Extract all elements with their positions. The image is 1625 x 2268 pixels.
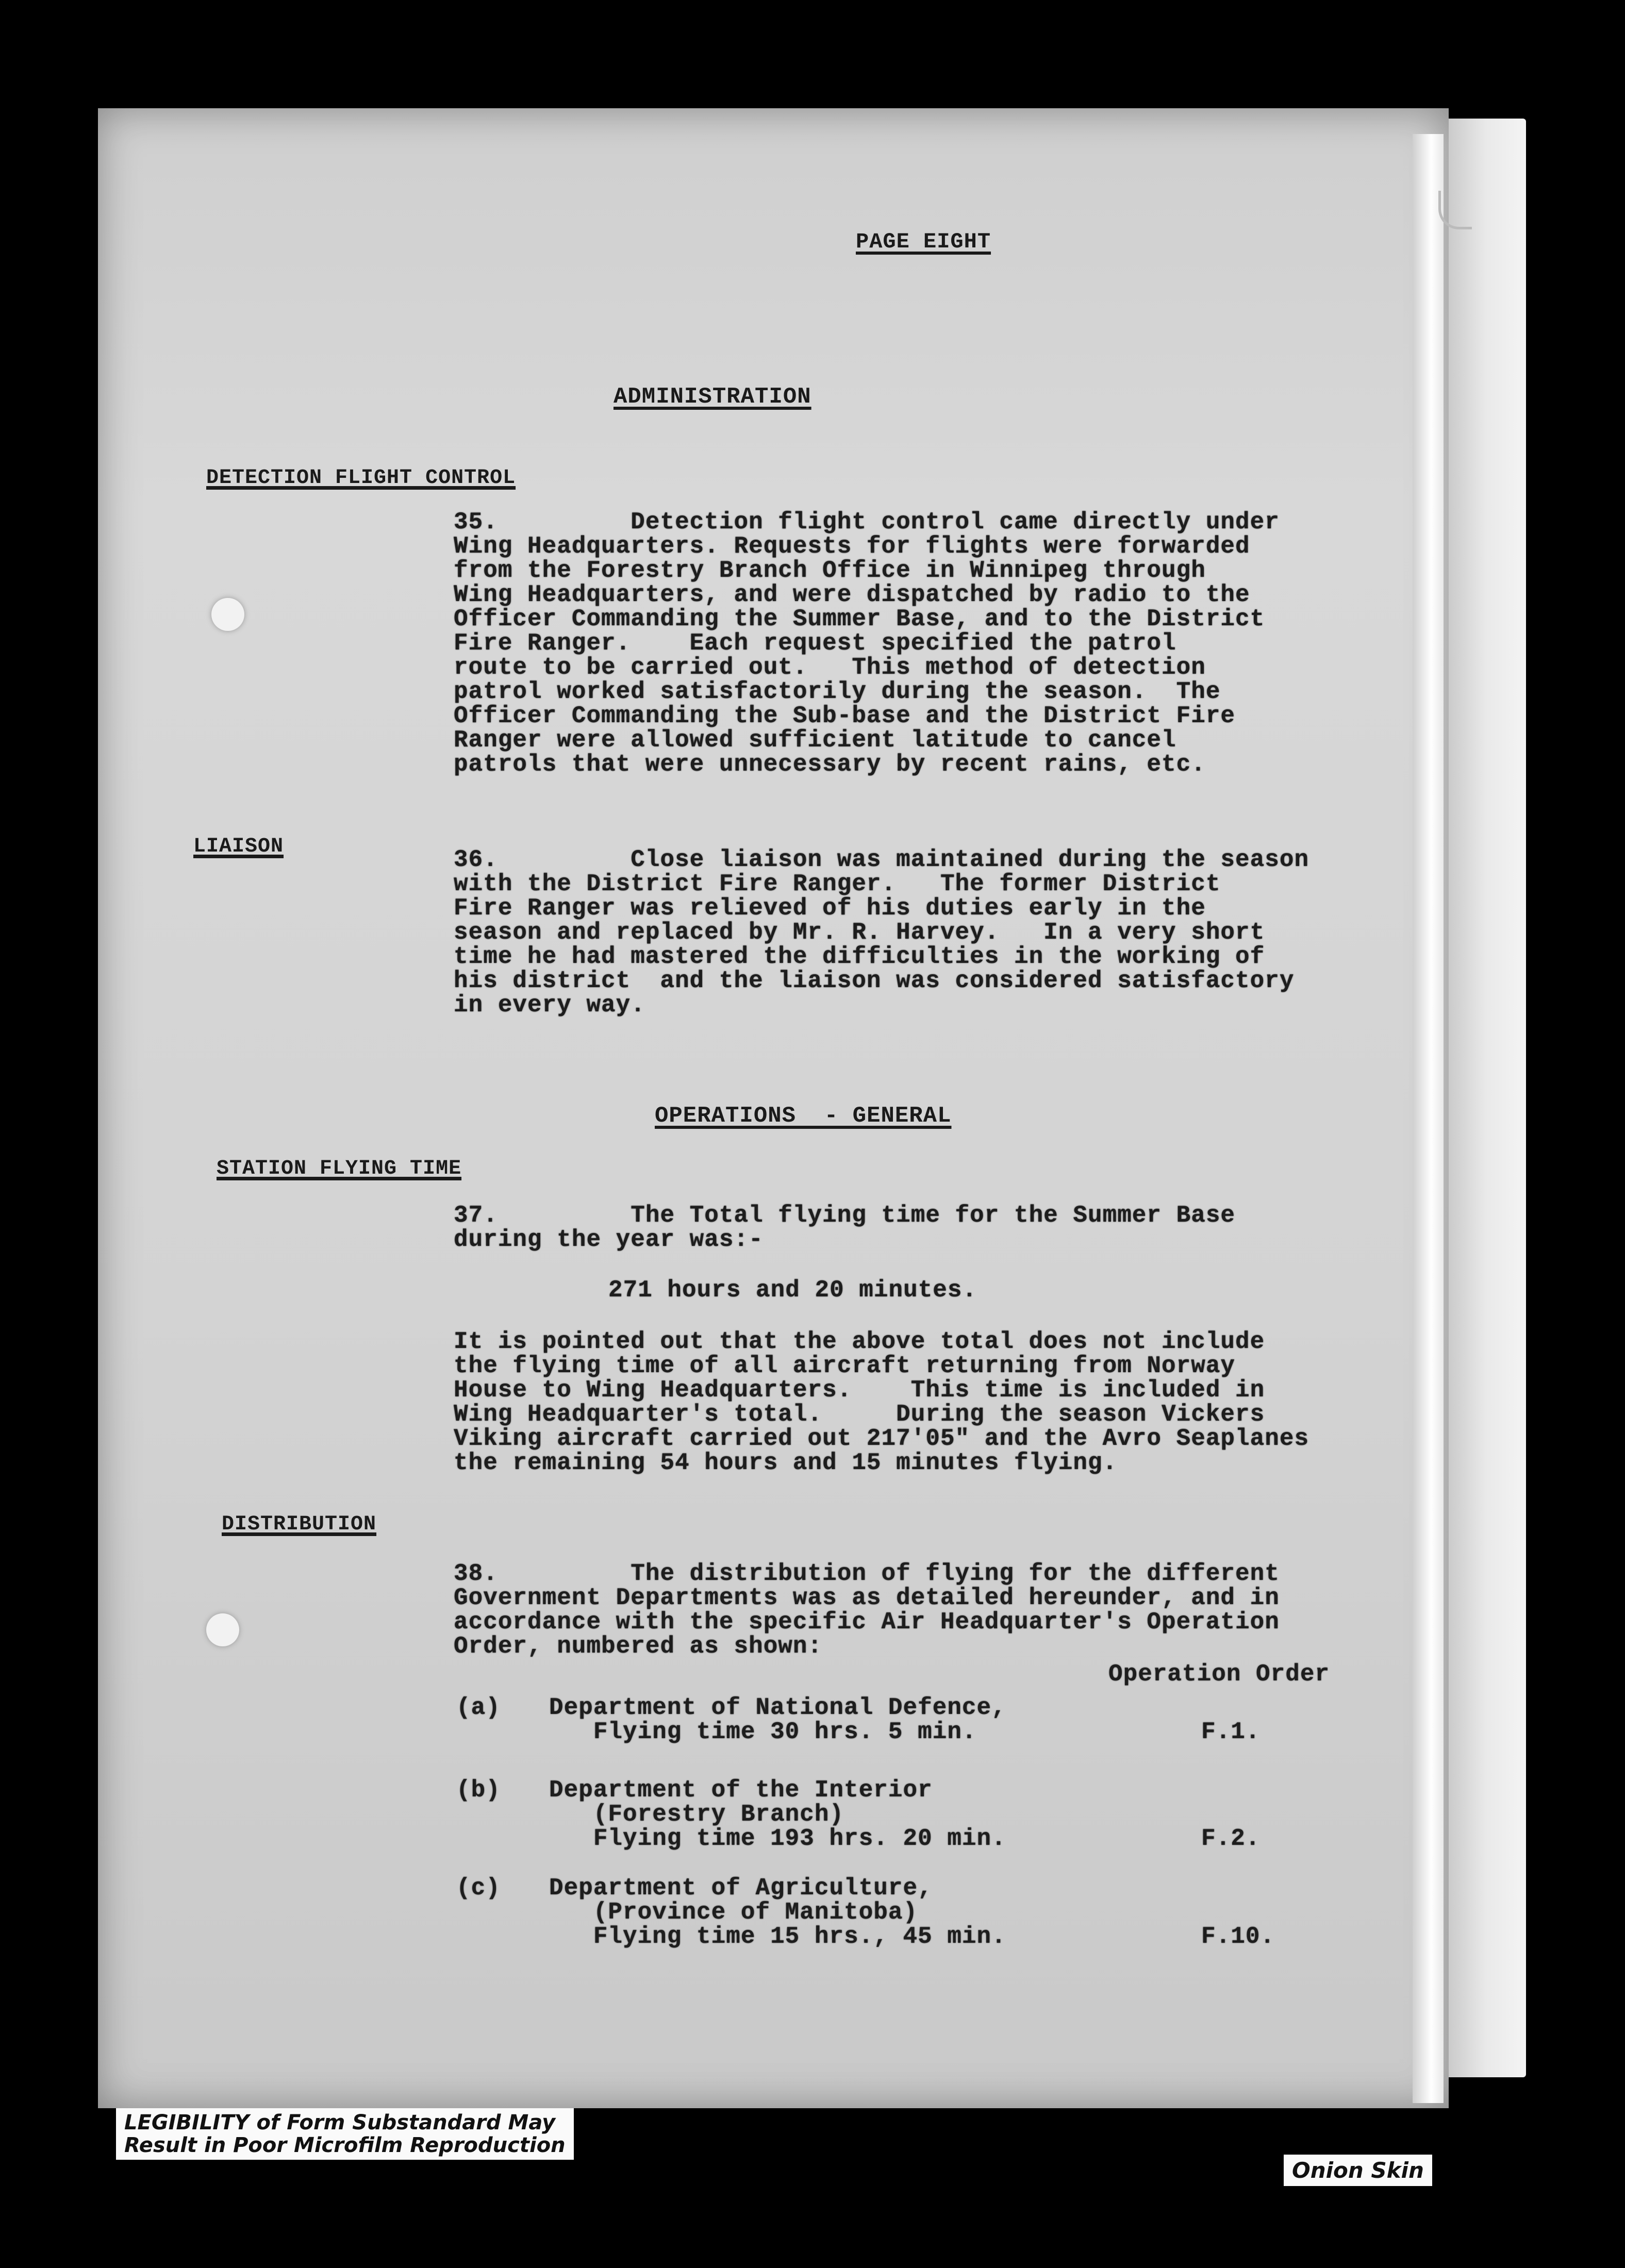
text-line: the flying time of all aircraft returning from Norway [454,1353,1236,1379]
text-line: Officer Commanding the Sub-base and the District Fire [454,703,1236,729]
text-line: Wing Headquarter's total. During the season Vickers [454,1401,1265,1428]
side-heading-detection: DETECTION FLIGHT CONTROL [206,466,516,490]
operation-order-code: F.1. [1201,1719,1261,1745]
text-line: time he had mastered the difficulties in the working of [454,943,1265,970]
item-line: (Forestry Branch) [549,1801,844,1828]
item-description [549,1876,1006,1949]
text-line: route to be carried out. This method of detection [454,654,1206,681]
paragraph-37-note [454,1330,1309,1475]
text-line: 36. Close liaison was maintained during the season [454,846,1309,873]
text-line: the remaining 54 hours and 15 minutes flying. [454,1449,1118,1476]
text-line: 35. Detection flight control came directly under [454,509,1280,536]
item-description [549,1696,1006,1744]
paragraph-37 [454,1204,1235,1252]
text-line: season and replaced by Mr. R. Harvey. In a very short [454,919,1265,946]
note-line-2: Result in Poor Microfilm Reproduction [124,2133,566,2157]
item-line: Department of Agriculture, [549,1875,933,1902]
text-line: Ranger were allowed sufficient latitude to cancel [454,727,1176,754]
text-line: House to Wing Headquarters. This time is included in [454,1377,1265,1404]
note-line-1: LEGIBILITY of Form Substandard May [124,2111,556,2134]
text-line: Order, numbered as shown: [454,1633,823,1660]
page-edge [1413,134,1444,2103]
side-heading-liaison: LIAISON [193,835,284,858]
item-line: Flying time 193 hrs. 20 min. [549,1825,1006,1852]
text-line: Fire Ranger. Each request specified the patrol [454,630,1176,657]
text-line: 38. The distribution of flying for the different [454,1560,1280,1587]
microfilm-legibility-note [116,2108,574,2160]
side-heading-station-flying-time: STATION FLYING TIME [217,1157,462,1180]
text-line: It is pointed out that the above total does not include [454,1328,1265,1355]
text-line: Wing Headquarters, and were dispatched by radio to the [454,581,1250,608]
item-line: Department of the Interior [549,1777,933,1804]
text-line: during the year was:- [454,1226,764,1253]
item-line: (Province of Manitoba) [549,1899,918,1926]
text-line: Officer Commanding the Summer Base, and to the District [454,606,1265,632]
operation-order-code: F.10. [1201,1923,1275,1950]
item-letter: (c) [456,1875,501,1902]
text-line: Viking aircraft carried out 217'05" and the Avro Seaplanes [454,1425,1309,1452]
text-line: patrols that were unnecessary by recent rains, etc. [454,751,1206,778]
item-line: Department of National Defence, [549,1694,1006,1721]
text-line: from the Forestry Branch Office in Winnipeg through [454,557,1206,584]
text-line: patrol worked satisfactorily during the season. The [454,678,1221,705]
section-title-operations: OPERATIONS - GENERAL [655,1103,952,1129]
operation-order-header: Operation Order [1108,1661,1330,1688]
item-letter: (b) [456,1777,501,1804]
item-line: Flying time 15 hrs., 45 min. [549,1923,1006,1950]
punch-hole [206,1613,239,1646]
text-line: accordance with the specific Air Headquarter's Operation [454,1609,1280,1636]
side-heading-distribution: DISTRIBUTION [222,1513,377,1536]
item-description [549,1778,1006,1851]
punch-hole [211,598,244,631]
text-line: with the District Fire Ranger. The former District [454,871,1221,897]
page-header: PAGE EIGHT [856,229,991,254]
text-line: Fire Ranger was relieved of his duties early in the [454,895,1206,922]
item-letter: (a) [456,1694,501,1721]
text-line: Wing Headquarters. Requests for flights were forwarded [454,533,1250,560]
item-line: Flying time 30 hrs. 5 min. [549,1719,977,1745]
onion-skin-tag: Onion Skin [1284,2155,1432,2186]
paragraph-38 [454,1562,1280,1659]
text-line: in every way. [454,992,645,1019]
paragraph-36 [454,848,1309,1018]
paragraph-35 [454,510,1280,777]
text-line: his district and the liaison was considered satisfactory [454,968,1295,994]
operation-order-code: F.2. [1201,1825,1261,1852]
total-flying-time: 271 hours and 20 minutes. [608,1277,977,1304]
text-line: Government Departments was as detailed hereunder, and in [454,1585,1280,1611]
text-line: 37. The Total flying time for the Summer Base [454,1202,1236,1229]
section-title-administration: ADMINISTRATION [613,384,811,410]
